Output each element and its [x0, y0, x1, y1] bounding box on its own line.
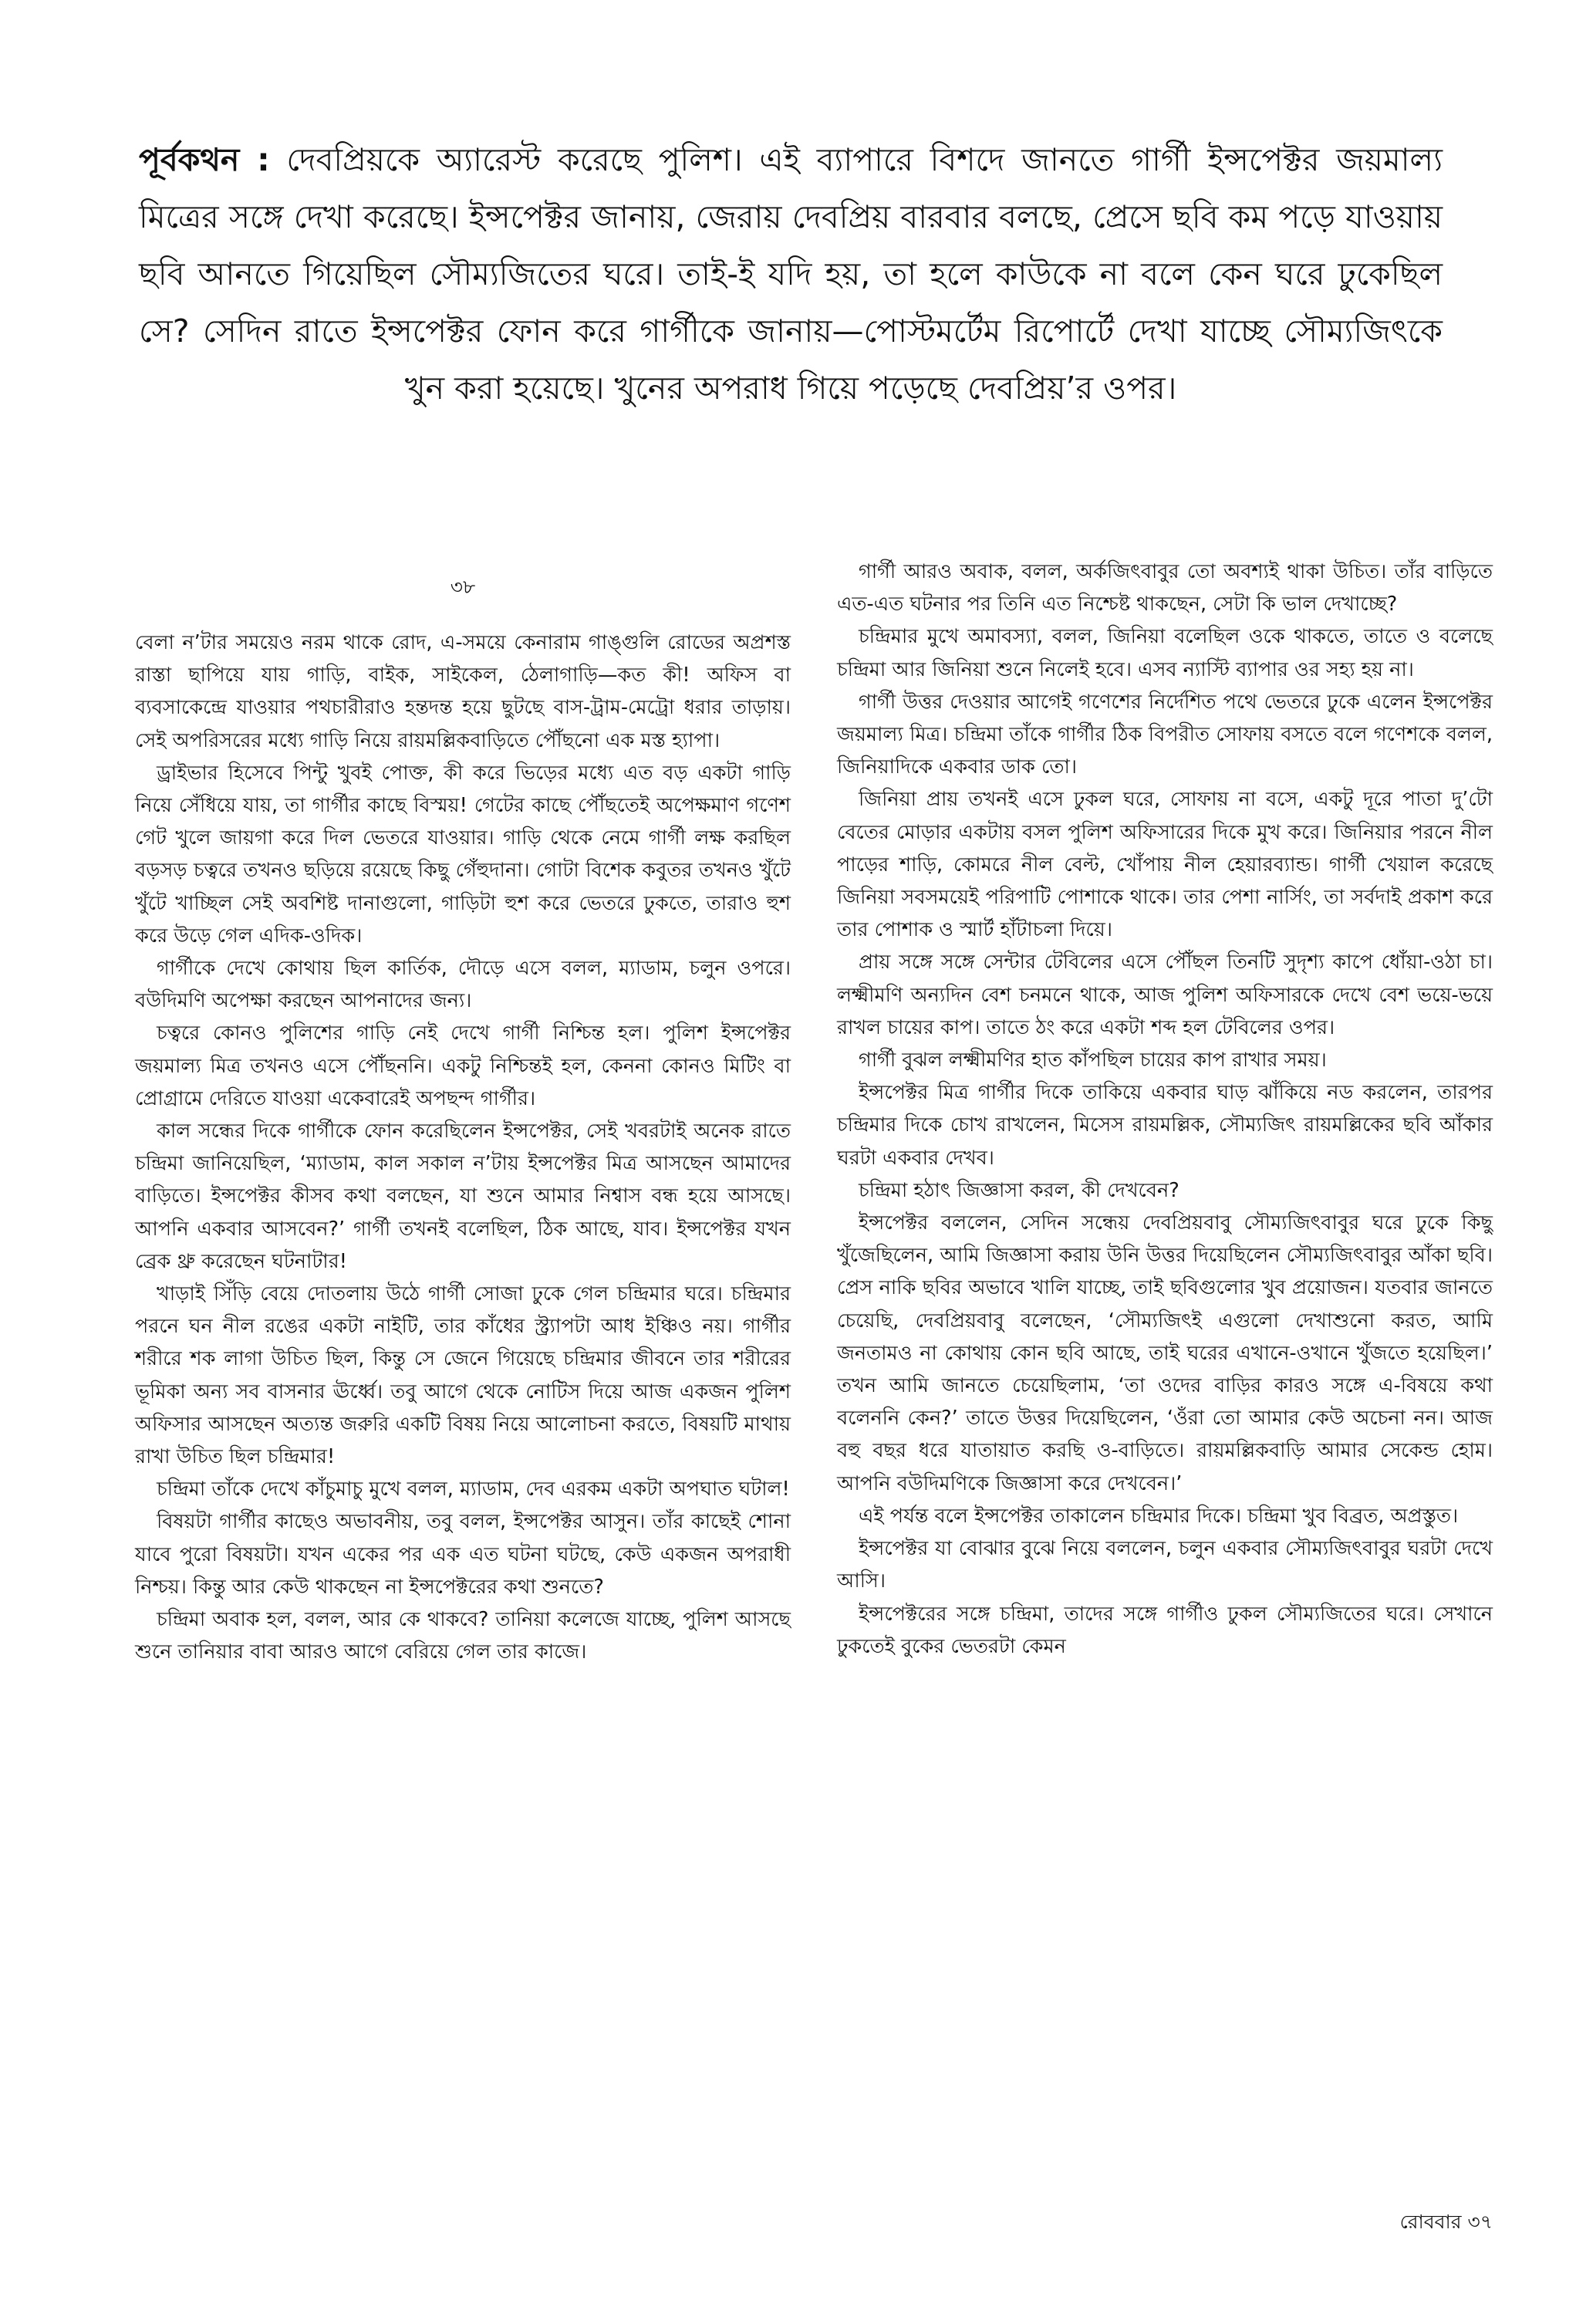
paragraph: খাড়াই সিঁড়ি বেয়ে দোতলায় উঠে গার্গী সোজা ঢুকে গেল চন্দ্রিমার ঘরে। চন্দ্রিমার পরনে ঘন নীল রঙের একটা নাইটি, তার কাঁধের স্ট্র্যাপটা আধ ইঞ্চিও নয়। গার্গীর শরীরে শক লাগা উচিত ছিল, কিন্তু সে জেনে গিয়েছে চন্দ্রিমার জীবনে তার শরীরের ভূমিকা অন্য সব বাসনার ঊর্ধ্বে। তবু আগে থেকে নোটিস দিয়ে আজ একজন পুলিশ অফিসার আসছেন অত্যন্ত জরুরি একটি বিষয় নিয়ে আলোচনা করতে, বিষয়টি মাথায় রাখা উচিত ছিল চন্দ্রিমার!	[135, 1282, 791, 1469]
paragraph: বিষয়টা গার্গীর কাছেও অভাবনীয়, তবু বলল, ইন্সপেক্টর আসুন। তাঁর কাছেই শোনা যাবে পুরো বিষয়টা। যখন একের পর এক এত ঘটনা ঘটছে, কেউ একজন অপরাধী নিশ্চয়। কিন্তু আর কেউ থাকছেন না ইন্সপেক্টরের কথা শুনতে?	[135, 1510, 791, 1599]
paragraph: গার্গী উত্তর দেওয়ার আগেই গণেশের নির্দেশিত পথে ভেতরে ঢুকে এলেন ইন্সপেক্টর জয়মাল্য মিত্র। চন্দ্রিমা তাঁকে গার্গীর ঠিক বিপরীত সোফায় বসতে বলে গণেশকে বলল, জিনিয়াদিকে একবার ডাক তো।	[837, 690, 1493, 779]
paragraph: চন্দ্রিমা হঠাৎ জিজ্ঞাসা করল, কী দেখবেন?	[859, 1178, 1179, 1202]
paragraph: ড্রাইভার হিসেবে পিন্টু খুবই পোক্ত, কী করে ভিড়ের মধ্যে এত বড় একটা গাড়ি নিয়ে সেঁধিয়ে যায়, তা গার্গীর কাছে বিস্ময়! গেটের কাছে পৌঁছতেই অপেক্ষমাণ গণেশ গেট খুলে জায়গা করে দিল ভেতরে যাওয়ার। গাড়ি থেকে নেমে গার্গী লক্ষ করছিল বড়সড় চত্বরে তখনও ছড়িয়ে রয়েছে কিছু গেঁহুদানা। গোটা বিশেক কবুতর তখনও খুঁটে খুঁটে খাচ্ছিল সেই অবশিষ্ট দানাগুলো, গাড়িটা হুশ করে ভেতরে ঢুকতে, তারাও হুশ করে উড়ে গেল এদিক-ওদিক।	[135, 761, 791, 948]
paragraph: কাল সন্ধের দিকে গার্গীকে ফোন করেছিলেন ইন্সপেক্টর, সেই খবরটাই অনেক রাতে চন্দ্রিমা জানিয়েছিল, ‘ম্যাডাম, কাল সকাল ন’টায় ইন্সপেক্টর মিত্র আসছেন আমাদের বাড়িতে। ইন্সপেক্টর কীসব কথা বলছেন, যা শুনে আমার নিশ্বাস বন্ধ হয়ে আসছে। আপনি একবার আসবেন?’ গার্গী তখনই বলেছিল, ঠিক আছে, যাব। ইন্সপেক্টর যখন ব্রেক থ্রু করেছেন ঘটনাটার!	[135, 1120, 791, 1273]
paragraph: এই পর্যন্ত বলে ইন্সপেক্টর তাকালেন চন্দ্রিমার দিকে। চন্দ্রিমা খুব বিব্রত, অপ্রস্তুত।	[859, 1504, 1459, 1528]
paragraph: ইন্সপেক্টর মিত্র গার্গীর দিকে তাকিয়ে একবার ঘাড় ঝাঁকিয়ে নড করলেন, তারপর চন্দ্রিমার দিকে চোখ রাখলেন, মিসেস রায়মল্লিক, সৌম্যজিৎ রায়মল্লিকের ছবি আঁকার ঘরটা একবার দেখব।	[837, 1081, 1493, 1170]
paragraph: চন্দ্রিমা তাঁকে দেখে কাঁচুমাচু মুখে বলল, ম্যাডাম, দেব এরকম একটা অপঘাত ঘটাল!	[157, 1478, 790, 1501]
recap-text: দেবপ্রিয়কে অ্যারেস্ট করেছে পুলিশ। এই ব্যাপারে বিশদে জানতে গার্গী ইন্সপেক্টর জয়মাল্য মিত্রের সঙ্গে দেখা করেছে। ইন্সপেক্টর জানায়, জেরায় দেবপ্রিয় বারবার বলছে, প্রেসে ছবি কম পড়ে যাওয়ায় ছবি আনতে গিয়েছিল সৌম্যজিতের ঘরে। তাই-ই যদি হয়, তা হলে কাউকে না বলে কেন ঘরে ঢুকেছিল সে? সেদিন রাতে ইন্সপেক্টর ফোন করে গার্গীকে জানায়—পোস্টমর্টেম রিপোর্টে দেখা যাচ্ছে সৌম্যজিৎকে খুন করা হয়েছে। খুনের অপরাধ গিয়ে পড়েছে দেবপ্রিয়’র ওপর।	[139, 141, 1443, 407]
paragraph: গার্গী বুঝল লক্ষ্মীমণির হাত কাঁপছিল চায়ের কাপ রাখার সময়।	[859, 1049, 1327, 1072]
recap-label: পূর্বকথন :	[139, 141, 270, 178]
paragraph: গার্গী আরও অবাক, বলল, অর্কজিৎবাবুর তো অবশ্যই থাকা উচিত। তাঁর বাড়িতে এত-এত ঘটনার পর তিনি এত নিশ্চেষ্ট থাকছেন, সেটা কি ভাল দেখাচ্ছে?	[837, 560, 1493, 616]
recap-box	[139, 131, 1443, 417]
paragraph: ইন্সপেক্টর যা বোঝার বুঝে নিয়ে বললেন, চলুন একবার সৌম্যজিৎবাবুর ঘরটা দেখে আসি।	[837, 1537, 1493, 1593]
paragraph: বেলা ন’টার সময়েও নরম থাকে রোদ, এ-সময়ে কেনারাম গাঙ্গুলি রোডের অপ্রশস্ত রাস্তা ছাপিয়ে যায় গাড়ি, বাইক, সাইকেল, ঠেলাগাড়ি—কত কী! অফিস বা ব্যবসাকেন্দ্রে যাওয়ার পথচারীরাও হন্তদন্ত হয়ে ছুটছে বাস-ট্রাম-মেট্রো ধরার তাড়ায়। সেই অপরিসরের মধ্যে গাড়ি নিয়ে রায়মল্লিকবাড়িতে পৌঁছনো এক মস্ত হ্যাপা।	[135, 631, 791, 752]
paragraph: গার্গীকে দেখে কোথায় ছিল কার্তিক, দৌড়ে এসে বলল, ম্যাডাম, চলুন ওপরে। বউদিমণি অপেক্ষা করছেন আপনাদের জন্য।	[135, 957, 791, 1013]
paragraph: জিনিয়া প্রায় তখনই এসে ঢুকল ঘরে, সোফায় না বসে, একটু দূরে পাতা দু’টো বেতের মোড়ার একটায় বসল পুলিশ অফিসারের দিকে মুখ করে। জিনিয়ার পরনে নীল পাড়ের শাড়ি, কোমরে নীল বেল্ট, খোঁপায় নীল হেয়ারব্যান্ড। গার্গী খেয়াল করেছে জিনিয়া সবসময়েই পরিপাটি পোশাকে থাকে। তার পেশা নার্সিং, তা সর্বদাই প্রকাশ করে তার পোশাক ও স্মার্ট হাঁটাচলা দিয়ে।	[837, 788, 1493, 942]
paragraph: ইন্সপেক্টরের সঙ্গে চন্দ্রিমা, তাদের সঙ্গে গার্গীও ঢুকল সৌম্যজিতের ঘরে। সেখানে ঢুকতেই বুকের ভেতরটা কেমন	[837, 1602, 1493, 1658]
right-column	[837, 556, 1493, 1663]
left-column	[135, 556, 791, 1669]
paragraph: চত্বরে কোনও পুলিশের গাড়ি নেই দেখে গার্গী নিশ্চিন্ত হল। পুলিশ ইন্সপেক্টর জয়মাল্য মিত্র তখনও এসে পৌঁছননি। একটু নিশ্চিন্তই হল, কেননা কোনও মিটিং বা প্রোগ্রামে দেরিতে যাওয়া একেবারেই অপছন্দ গার্গীর।	[135, 1022, 791, 1110]
chapter-number: ৩৮	[450, 576, 476, 598]
paragraph: চন্দ্রিমার মুখে অমাবস্যা, বলল, জিনিয়া বলেছিল ওকে থাকতে, তাতে ও বলেছে চন্দ্রিমা আর জিনিয়া শুনে নিলেই হবে। এসব ন্যাস্টি ব্যাপার ওর সহ্য হয় না।	[837, 625, 1493, 681]
paragraph: ইন্সপেক্টর বললেন, সেদিন সন্ধেয় দেবপ্রিয়বাবু সৌম্যজিৎবাবুর ঘরে ঢুকে কিছু খুঁজেছিলেন, আমি জিজ্ঞাসা করায় উনি উত্তর দিয়েছিলেন সৌম্যজিৎবাবুর আঁকা ছবি। প্রেস নাকি ছবির অভাবে খালি যাচ্ছে, তাই ছবিগুলোর খুব প্রয়োজন। যতবার জানতে চেয়েছি, দেবপ্রিয়বাবু বলেছেন, ‘সৌম্যজিৎই এগুলো দেখাশুনো করত, আমি জনতামও না কোথায় কোন ছবি আছে, তাই ঘরের এখানে-ওখানে খুঁজতে হয়েছিল।’ তখন আমি জানতে চেয়েছিলাম, ‘তা ওদের বাড়ির কারও সঙ্গে এ-বিষয়ে কথা বলেননি কেন?’ তাতে উত্তর দিয়েছিলেন, ‘ওঁরা তো আমার কেউ অচেনা নন। আজ বহু বছর ধরে যাতায়াত করছি ও-বাড়িতে। রায়মল্লিকবাড়ি আমার সেকেন্ড হোম। আপনি বউদিমণিকে জিজ্ঞাসা করে দেখবেন।’	[837, 1211, 1493, 1495]
page-folio: রোববার ৩৭	[1399, 2211, 1493, 2233]
paragraph: প্রায় সঙ্গে সঙ্গে সেন্টার টেবিলের এসে পৌঁছল তিনটি সুদৃশ্য কাপে ধোঁয়া-ওঠা চা। লক্ষ্মীমণি অন্যদিন বেশ চনমনে থাকে, আজ পুলিশ অফিসারকে দেখে বেশ ভয়ে-ভয়ে রাখল চায়ের কাপ। তাতে ঠং করে একটা শব্দ হল টেবিলের ওপর।	[837, 951, 1493, 1039]
paragraph: চন্দ্রিমা অবাক হল, বলল, আর কে থাকবে? তানিয়া কলেজে যাচ্ছে, পুলিশ আসছে শুনে তানিয়ার বাবা আরও আগে বেরিয়ে গেল তার কাজে।	[135, 1608, 791, 1664]
